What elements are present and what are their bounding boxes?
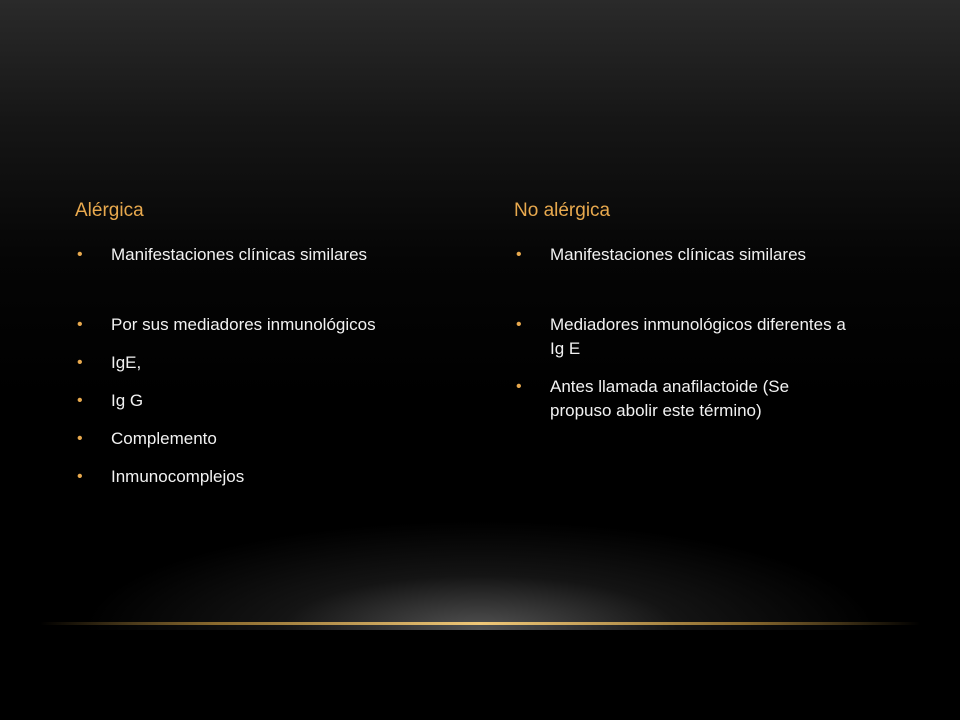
list-item [514, 375, 850, 423]
bullet-icon: • [516, 316, 522, 333]
list-item-text: IgE, [111, 353, 142, 372]
list-item [75, 427, 435, 451]
list-item [75, 351, 435, 375]
list-item [75, 465, 435, 489]
list-item-text: Mediadores inmunológicos diferentes a Ig E [550, 315, 846, 358]
bullet-icon: • [516, 246, 522, 263]
right-heading: No alérgica [514, 200, 611, 221]
list-item-text: Ig G [111, 391, 144, 410]
list-item [75, 389, 435, 413]
list-item [75, 243, 435, 267]
bullet-icon: • [77, 430, 83, 447]
bullet-icon: • [77, 468, 83, 485]
list-item-text: Complemento [111, 429, 217, 448]
list-item-text: Antes llamada anafilactoide (Se propuso abolir este término) [550, 377, 790, 420]
list-item-text: Manifestaciones clínicas similares [111, 245, 368, 264]
list-item [75, 313, 435, 337]
list-item [514, 313, 850, 361]
gold-divider-line [40, 622, 920, 625]
bullet-icon: • [77, 392, 83, 409]
bullet-icon: • [77, 316, 83, 333]
bullet-icon: • [77, 354, 83, 371]
right-bullet-list [514, 243, 884, 423]
list-item-text: Inmunocomplejos [111, 467, 245, 486]
bullet-icon: • [516, 378, 522, 395]
left-heading: Alérgica [75, 200, 144, 221]
left-column [75, 198, 435, 489]
right-column [514, 198, 884, 423]
bullet-icon: • [77, 246, 83, 263]
list-item-text: Manifestaciones clínicas similares [550, 245, 807, 264]
left-bullet-list [75, 243, 435, 489]
list-item-text: Por sus mediadores inmunológicos [111, 315, 376, 334]
list-item [514, 243, 884, 267]
bottom-glow [80, 520, 880, 630]
